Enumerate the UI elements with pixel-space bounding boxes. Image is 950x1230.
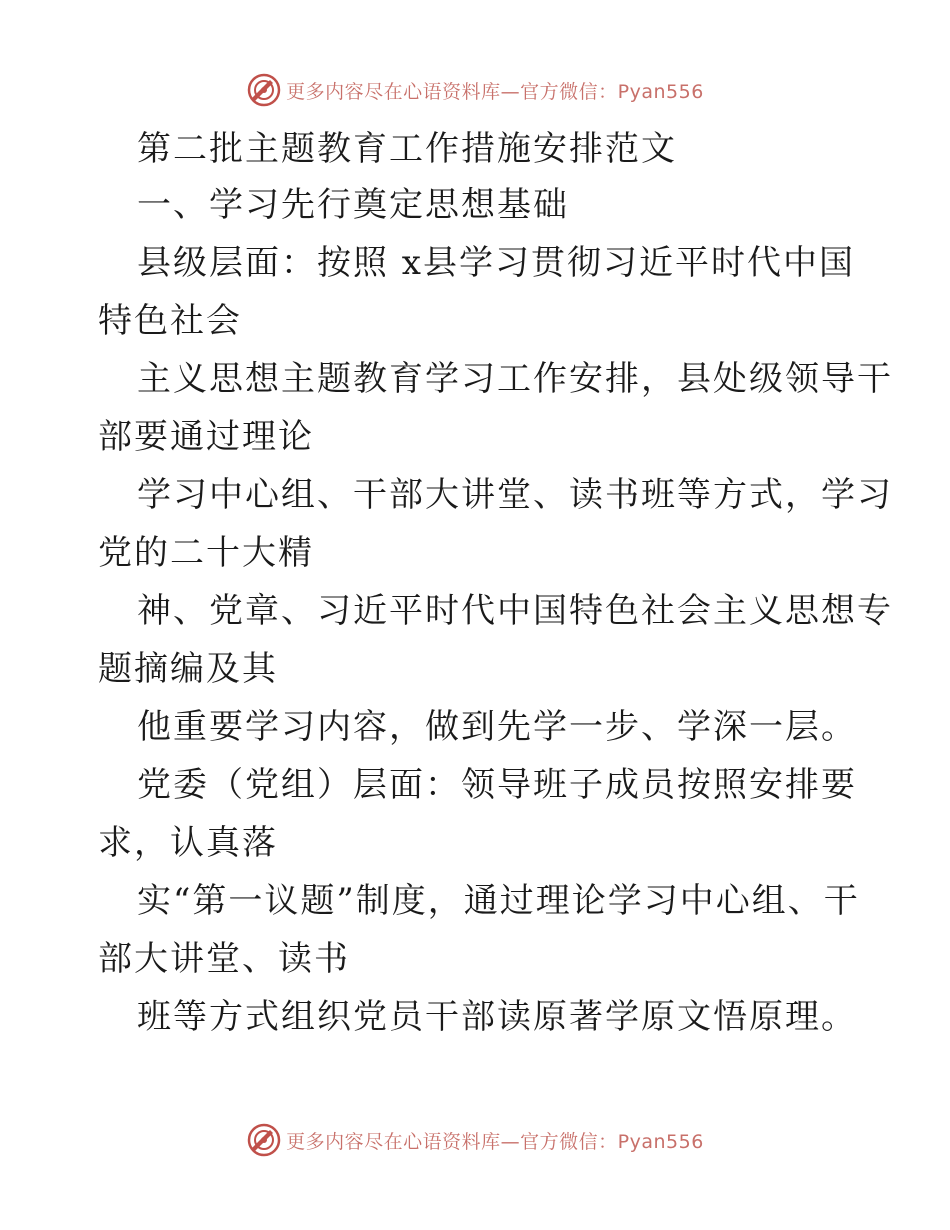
text-line: 班等方式组织党员干部读原著学原文悟原理。 — [137, 997, 857, 1037]
text-line: 党委（党组）层面：领导班子成员按照安排要 — [137, 765, 857, 805]
document-title: 第二批主题教育工作措施安排范文 — [137, 129, 677, 169]
text-line: 党的二十大精 — [98, 533, 314, 573]
text-line: 县级层面：按照 x县学习贯彻习近平时代中国 — [137, 243, 855, 283]
text-line: 学习中心组、干部大讲堂、读书班等方式，学习 — [137, 475, 893, 515]
watermark-banner-bottom — [0, 1118, 950, 1162]
text-line: 特色社会 — [98, 301, 242, 341]
text-line: 他重要学习内容，做到先学一步、学深一层。 — [137, 707, 857, 747]
watermark-banner-top — [0, 68, 950, 112]
text-line: 部大讲堂、读书 — [98, 939, 350, 979]
section-heading: 一、学习先行奠定思想基础 — [137, 185, 569, 225]
text-line: 神、党章、习近平时代中国特色社会主义思想专 — [137, 591, 893, 631]
watermark-text-top: 更多内容尽在心语资料库—官方微信：Pyan556 — [286, 80, 704, 103]
text-line: 主义思想主题教育学习工作安排，县处级领导干 — [137, 359, 893, 399]
watermark-text-bottom: 更多内容尽在心语资料库—官方微信：Pyan556 — [286, 1130, 704, 1153]
text-line: 题摘编及其 — [98, 649, 278, 689]
text-line: 求，认真落 — [98, 823, 278, 863]
logo-icon — [246, 1122, 282, 1158]
text-line: 实“第一议题”制度，通过理论学习中心组、干 — [137, 881, 860, 921]
text-line: 部要通过理论 — [98, 417, 314, 457]
logo-icon — [246, 72, 282, 108]
